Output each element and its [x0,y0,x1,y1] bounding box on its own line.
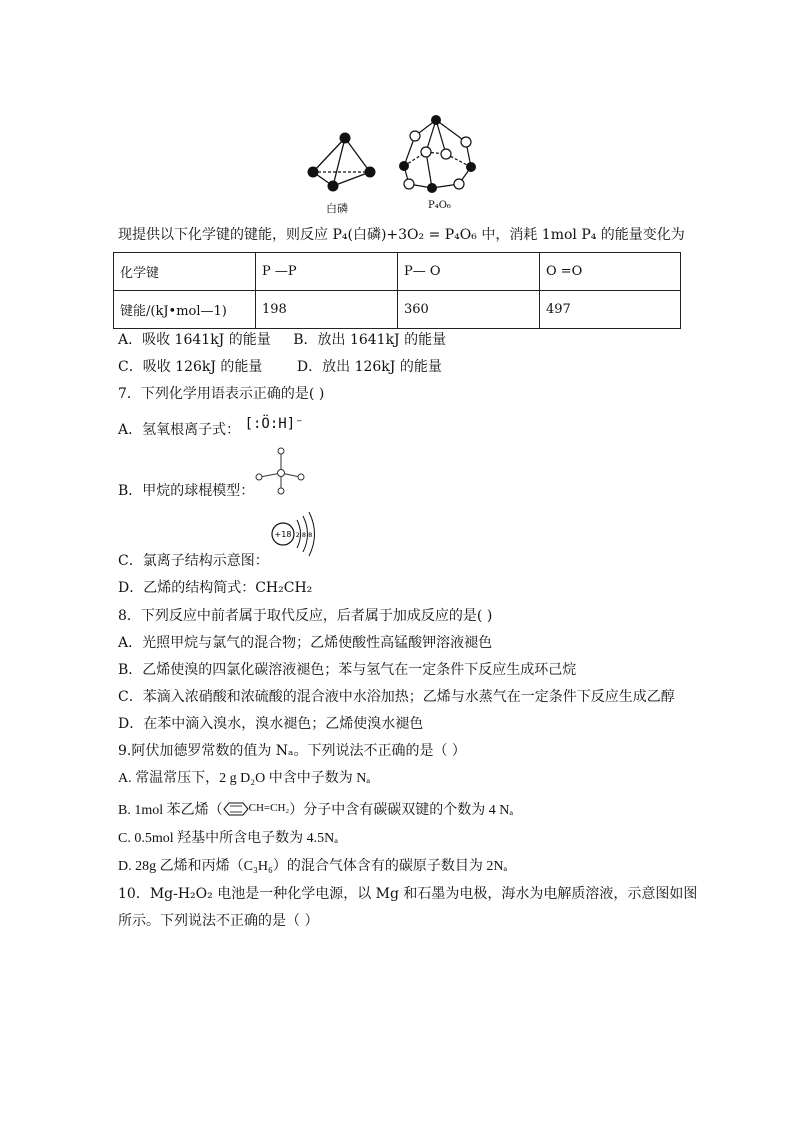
q8-option-c: C．苯滴入浓硝酸和浓硫酸的混合液中水浴加热；乙烯与水蒸气在一定条件下反应生成乙醇 [118,689,675,705]
q9-option-b-post: ）分子中含有碳碳双键的个数为 4 Nₐ [289,803,514,818]
q7-stem: 7．下列化学用语表示正确的是( ) [118,386,325,402]
vinyl-group: CH=CH₂ [248,802,290,814]
q9-option-b [118,801,513,821]
electron-shells: 2 8 8 [295,531,313,539]
white-phosphorus-structure [300,128,390,192]
table-cell: 键能/(kJ•mol—1) [114,291,256,329]
q10-line2: 所示。下列说法不正确的是（ ） [118,913,319,929]
q6-options-row1 [118,330,446,350]
q9-option-b-pre: B. 1mol 苯乙烯（ [118,803,223,818]
q9-option-c: C. 0.5mol 羟基中所含电子数为 4.5Nₐ [118,831,339,846]
table-cell: P —P [256,253,398,291]
hydroxide-formula: [:Ö:H]⁻ [244,416,304,432]
q6-option-c: C．吸收 126kJ 的能量 [118,359,263,375]
q8-option-a: A．光照甲烷与氯气的混合物；乙烯使酸性高锰酸钾溶液褪色 [118,635,493,651]
q7-option-a [118,416,304,440]
q6-options-row2 [118,357,442,377]
q7-option-c: C．氯离子结构示意图： [118,553,269,569]
q6-option-d: D．放出 126kJ 的能量 [296,359,442,375]
table-cell: 化学键 [114,253,256,291]
p4o6-label: P₄O₆ [428,200,451,211]
q7-option-b: B．甲烷的球棍模型： [118,483,255,499]
q6-option-b: B．放出 1641kJ 的能量 [293,332,447,348]
table-cell: 497 [540,291,681,329]
q9-stem: 9.阿伏加德罗常数的值为 Nₐ。下列说法不正确的是（ ） [118,743,466,759]
table-cell: P— O [398,253,540,291]
methane-ball-stick-model [253,446,309,498]
q10-line1: 10．Mg-H₂O₂ 电池是一种化学电源，以 Mg 和石墨为电极，海水为电解质溶液，示意图如图 [118,886,698,902]
chloride-ion-diagram [268,508,318,560]
q9-option-d: D. 28g 乙烯和丙烯（C₃H₆）的混合气体含有的碳原子数目为 2Nₐ [118,859,508,874]
q7-option-d: D．乙烯的结构简式：CH₂CH₂ [118,580,313,596]
q7-option-a-text: A．氢氧根离子式： [118,422,241,438]
table-cell: 360 [398,291,540,329]
benzene-ring-icon [223,802,249,816]
q9-option-a: A. 常温常压下，2 g D₂O 中含中子数为 Nₐ [118,771,371,786]
table-row [114,291,681,329]
table-header-row [114,253,681,291]
q8-option-b: B．乙烯使溴的四氯化碳溶液褪色；苯与氢气在一定条件下反应生成环己烷 [118,662,577,678]
question-intro: 现提供以下化学键的键能，则反应 P₄(白磷)+3O₂ = P₄O₆ 中，消耗 1mol P₄ 的能量变化为 [118,227,685,243]
table-cell: 198 [256,291,398,329]
q8-option-d: D．在苯中滴入溴水，溴水褪色；乙烯使溴水褪色 [118,716,424,732]
q6-option-a: A．吸收 1641kJ 的能量 [118,332,271,348]
white-phosphorus-label: 白磷 [326,202,348,215]
q8-stem: 8．下列反应中前者属于取代反应，后者属于加成反应的是( ) [118,608,493,624]
bond-energy-table [113,252,681,329]
table-cell: O =O [540,253,681,291]
p4o6-structure [392,110,484,198]
nucleus-charge: +18 [274,530,292,539]
